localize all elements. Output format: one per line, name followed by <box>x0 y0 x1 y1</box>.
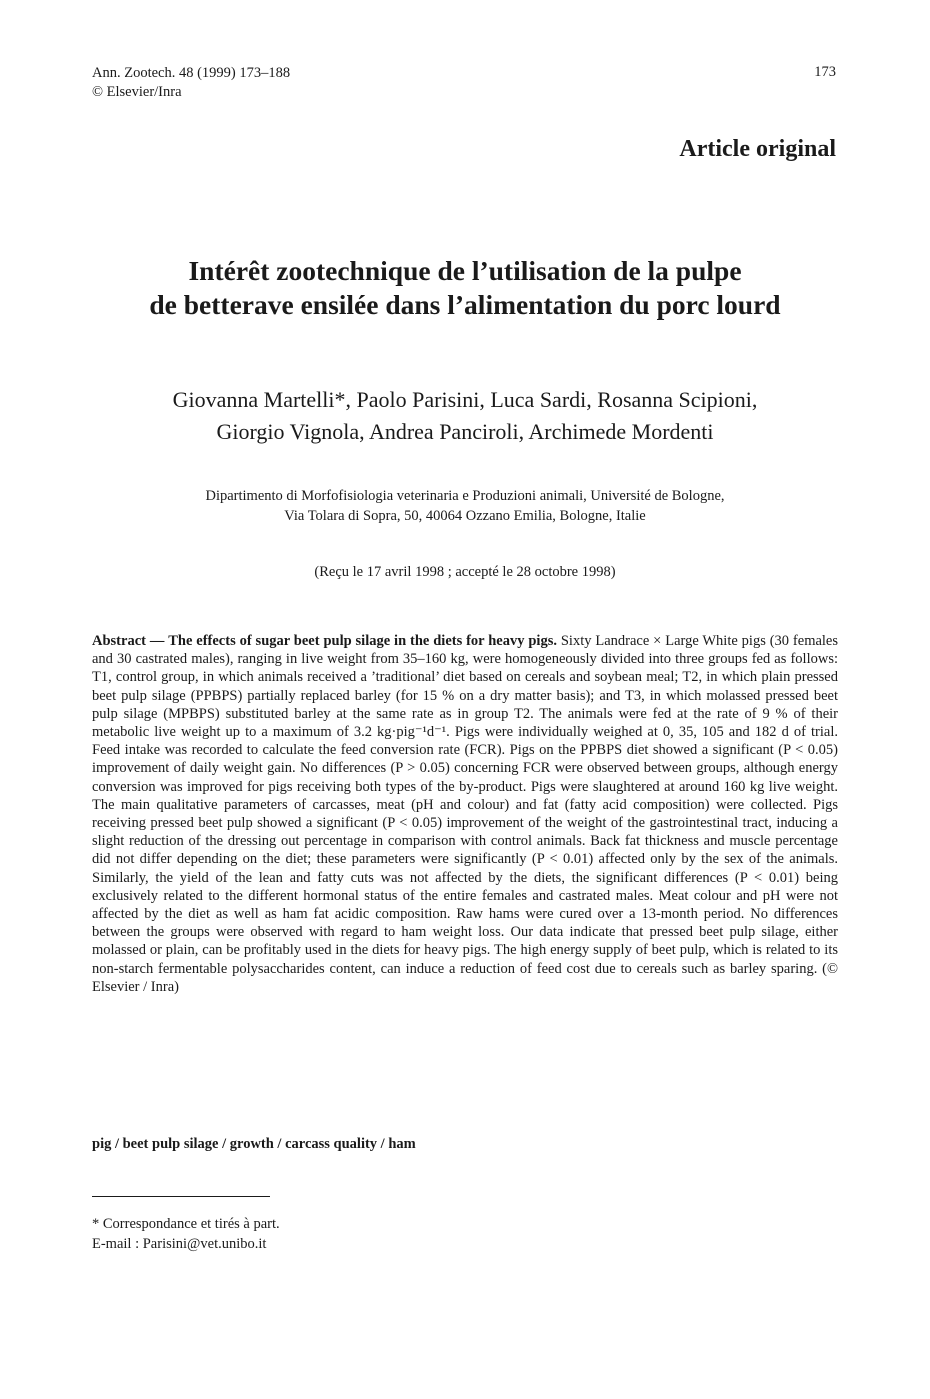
abstract <box>92 632 838 996</box>
footnote <box>92 1214 280 1254</box>
affiliation-line-1: Dipartimento di Morfofisiologia veterinaria e Produzioni animali, Université de Bologne, <box>205 488 725 504</box>
affiliation <box>92 486 838 526</box>
copyright-line: © Elsevier/Inra <box>92 84 182 100</box>
keywords: pig / beet pulp silage / growth / carcass quality / ham <box>92 1136 416 1152</box>
affiliation-line-2: Via Tolara di Sopra, 50, 40064 Ozzano Emilia, Bologne, Italie <box>284 508 646 524</box>
abstract-title: The effects of sugar beet pulp silage in the diets for heavy pigs. <box>168 633 557 649</box>
authors-line-1: Giovanna Martelli*, Paolo Parisini, Luca Sardi, Rosanna Scipioni, <box>172 387 758 412</box>
correspondence-note: * Correspondance et tirés à part. <box>92 1216 280 1232</box>
title-line-1: Intérêt zootechnique de l’utilisation de la pulpe <box>188 255 742 286</box>
authors-line-2: Giorgio Vignola, Andrea Panciroli, Archimede Mordenti <box>216 419 714 444</box>
author-list <box>92 384 838 448</box>
received-accepted-dates: (Reçu le 17 avril 1998 ; accepté le 28 octobre 1998) <box>314 564 616 580</box>
abstract-label: Abstract — <box>92 633 165 649</box>
article-type: Article original <box>679 136 836 162</box>
abstract-body: Sixty Landrace × Large White pigs (30 females and 30 castrated males), ranging in live weight from 35–160 kg, were homogeneously divided into three groups fed as follows: T1, control group, in which animals received a ’traditional’ diet based on cereals and soybean meal; T2, in which plain pressed beet pulp silage (PPBPS) partially replaced barley (for 15 % on a dry matter basis); and T3, in which molassed pressed beet pulp silage (MPBPS) substituted barley at the same rate as in group T2. The animals were fed at the rate of 9 % of their metabolic live weight up to a maximum of 3.2 kg·pig⁻¹d⁻¹. Pigs were individually weighed at 0, 35, 105 and 182 d of trial. Feed intake was recorded to calculate the feed conversion rate (FCR). Pigs on the PPBPS diet showed a significant (P < 0.05) improvement of daily weight gain. No differences (P > 0.05) concerning FCR were observed between groups, although energy conversion was improved for pigs receiving both types of the by-product. Pigs were slaughtered at around 160 kg live weight. The main qualitative parameters of carcasses, meat (pH and colour) and fat (fatty acid composition) were collected. Pigs receiving pressed beet pulp showed a significant (P < 0.05) improvement of the weight of the gastrointestinal tract, inducing a slight reduction of the dressing out percentage in comparison with control animals. Back fat thickness and muscle percentage did not differ depending on the diet; these parameters were significantly (P < 0.01) affected only by the sex of the animals. Similarly, the yield of the lean and fatty cuts was not affected by the diets, the significant differences (P < 0.01) being exclusively related to the different hormonal status of the entire females and castrated males. Meat colour and pH were not affected by the diet as well as ham fat acidic composition. Raw hams were cured over a 13-month period. No differences between the groups were observed with regard to ham weight loss. Our data indicate that pressed beet pulp silage, either molassed or plain, can be profitably used in the diets for heavy pigs. The high energy supply of beet pulp, which is related to its non-starch fermentable polysaccharides content, can induce a reduction of feed cost due to cereals such as barley sparing. (© Elsevier / Inra) <box>92 633 839 995</box>
paper-title <box>92 254 838 322</box>
page-number: 173 <box>814 64 836 80</box>
journal-citation <box>92 64 290 102</box>
journal-reference: Ann. Zootech. 48 (1999) 173–188 <box>92 65 291 81</box>
email-note: E-mail : Parisini@vet.unibo.it <box>92 1236 267 1252</box>
title-line-2: de betterave ensilée dans l’alimentation du porc lourd <box>149 289 781 320</box>
footnote-divider <box>92 1196 270 1197</box>
